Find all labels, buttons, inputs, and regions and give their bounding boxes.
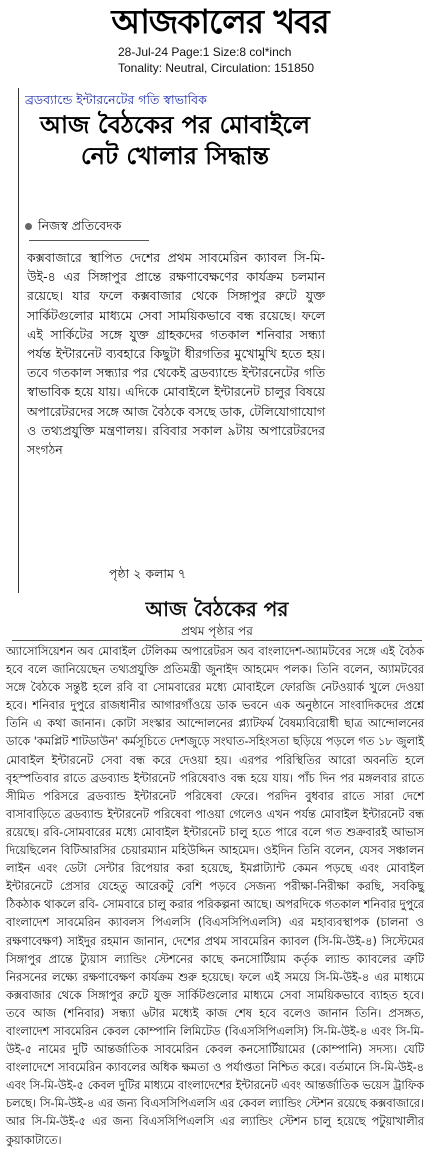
byline-text: নিজস্ব প্রতিবেদক [38,218,122,233]
newspaper-masthead: আজকালের খবর [111,2,329,41]
article-jump-line: পৃষ্ঠা ২ কলাম ৭ [109,566,187,581]
continuation-headline: আজ বৈঠকের পর [145,597,289,621]
article-kicker: ব্রডব্যান্ডে ইন্টারনেটের গতি স্বাভাবিক [25,92,207,107]
continuation-subhead: প্রথম পৃষ্ঠার পর [181,624,253,638]
front-page-article [18,88,329,593]
clip-meta-date-page: 28-Jul-24 Page:1 Size:8 col*inch [118,45,292,59]
byline-divider [29,240,149,241]
article-byline [25,218,325,234]
bullet-icon [25,223,32,230]
article-headline: আজ বৈঠকের পর মোবাইলে নেট খোলার সিদ্ধান্ত [40,111,310,170]
article-body: কক্সবাজারে স্থাপিত দেশের প্রথম সাবমেরিন ক্যাবল সি-মি-উই-৪ এর সিঙ্গাপুর প্রান্তে রক্ষণাবেক্ষণের কার্যক্রম চলমান রয়েছে। যার ফলে কক্সবাজার থেকে সিঙ্গাপুর রুটে যুক্ত সার্কিটগুলোর মাধ্যমে সেবা সাময়িকভাবে বন্ধ রয়েছে। ফলে এই সার্কিটের সঙ্গে যুক্ত গ্রাহকদের গতকাল শনিবার সন্ধ্যা পর্যন্ত ইন্টারনেট ব্যবহারে কিছুটা ধীরগতির মুখোমুখি হতে হয়। তবে গতকাল সন্ধ্যার পর থেকেই ব্রডব্যান্ডে ইন্টারনেটের গতি স্বাভাবিক হয়ে যায়। এদিকে মোবাইলে ইন্টারনেট চালুর বিষয়ে অপারেটরদের সঙ্গে আজ বৈঠকে বসছে ডাক, টেলিযোগাযোগ ও তথ্যপ্রযুক্তি মন্ত্রণালয়। রবিবার সকাল ৯টায় অপারেটরদের সংগঠন [27,250,325,458]
continuation-divider [12,640,422,641]
clip-meta-tonality: Tonality: Neutral, Circulation: 151850 [118,61,315,75]
continuation-body: অ্যাসোসিয়েশন অব মোবাইল টেলিকম অপারেটরস অব বাংলাদেশ-অ্যামটবের সঙ্গে এই বৈঠক হবে বলে জানিয়েছেন তথ্যপ্রযুক্তি প্রতিমন্ত্রী জুনাইদ আহমেদ পলক। তিনি বলেন, অ্যামটবের সঙ্গে বৈঠকে সন্তুষ্ট হলে রবি বা সোমবারের মধ্যে মোবাইলে ফোরজি নেটওয়ার্ক খুলে দেওয়া হবে। শনিবার দুপুরে রাজধানীর আগারগাঁওয়ে ডাক ভবনে এক অনুষ্ঠানে সাংবাদিকদের প্রশ্নে তিনি এ কথা জানান। কোটা সংস্কার আন্দোলনের প্ল্যাটফর্ম বৈষম্যবিরোধী ছাত্র আন্দোলনের ডাকে 'কমপ্লিট শাটডাউন' কর্মসূচিতে দেশজুড়ে সংঘাত-সহিংসতা ছড়িয়ে পড়লে গত ১৮ জুলাই মোবাইল ইন্টারনেট সেবা বন্ধ করে দেওয়া হয়। এরপর পরিস্থিতির আরো অবনতি হলে বৃহস্পতিবার রাতে ব্রডব্যান্ড ইন্টারনেট পরিষেবাও বন্ধ হয়ে যায়। পাঁচ দিন পর মঙ্গলবার রাতে সীমিত পরিসরে ব্রডব্যান্ড ইন্টারনেট পরিষেবা ফেরে। পরদিন বুধবার রাতে সারা দেশে বাসাবাড়িতে ব্রডব্যান্ড ইন্টারনেট পরিষেবা পাওয়া গেলেও এখন পর্যন্ত মোবাইল ইন্টারনেট বন্ধ রয়েছে। রবি-সোমবারের মধ্যে মোবাইল ইন্টারনেট চালু হতে পারে বলে গত শুক্রবারই আভাস দিয়েছিলেন বিটিআরসির চেয়ারম্যান মহিউদ্দিন আহমেদ। ওইদিন তিনি বলেন, যেসব সঞ্চালন লাইন এবং ডেটা সেন্টার রিপেয়ার করা হয়েছে, ইমপ্লাট্যান্ট কেমন পড়ছে এবং মোবাইল ইন্টারনেটে প্রেসার যেহেতু আরেকটু বেশি পড়বে সেজন্য পরীক্ষা-নিরীক্ষা করছি, সবকিছু ঠিকঠাক থাকলে রবি- সোমবারে চালু করার পরিকল্পনা আছে। অপরদিকে গতকাল শনিবার দুপুরে বাংলাদেশ সাবমেরিন ক্যাবলস পিএলসি (বিএসসিপিএলসি) এর মহাব্যবস্থাপক (চালনা ও রক্ষণাবেক্ষণ) সাইদুর রহমান জানান, দেশের প্রথম সাবমেরিন ক্যাবল (সি-মি-উই-৪) সিস্টেমের সিঙ্গাপুর প্রান্তে ট্যুয়াস ল্যান্ডিং স্টেশনের কাছে কনসোর্টিয়াম কর্তৃক ল্যান্ড ক্যাবলের ত্রুটি নিরসনের লক্ষ্যে রক্ষণাবেক্ষণ কার্যক্রম শুরু হয়েছে। ফলে এই সময়ে সি-মি-উই-৪ এর মাধ্যমে কক্সবাজার থেকে সিঙ্গাপুর রুটে যুক্ত সার্কিটগুলোর মাধ্যমে সেবা সাময়িকভাবে ব্যাহত হবে। তবে আজ (শনিবার) সন্ধ্যা ৬টার মধ্যেই কাজ শেষ হবে বলেও জানান তিনি। প্রসঙ্গত, বাংলাদেশ সাবমেরিন কেবল কোম্পানি লিমিটেড (বিএসসিপিএলসি) সি-মি-উই-৪ এবং সি-মি-উই-৫ নামের দুটি আন্তর্জাতিক সাবমেরিন কেবল কনসোর্টিয়ামের (কোম্পানি) সদস্য। যেটি বাংলাদেশে সাবমেরিন ক্যাবলের অধিক ক্ষমতা ও পর্যাপ্ততা নিশ্চিত করে। বর্তমানে সি-মি-উই-৪ এবং সি-মি-উই-৫ কেবল দুটির মাধ্যমে বাংলাদেশের ইন্টারনেট এবং আন্তর্জাতিক ভয়েস ট্রাফিক চলছে। সি-মি-উই-৪ এর জন্য বিএসসিপিএলসি এর কেবল ল্যান্ডিং স্টেশন রয়েছে কক্সবাজারে। আর সি-মি-উই-৫ এর জন্য বিএসসিপিএলসি এর ল্যান্ডিং স্টেশন চালু হয়েছে পটুয়াখালীর কুয়াকাটাতে। [6,645,424,1147]
